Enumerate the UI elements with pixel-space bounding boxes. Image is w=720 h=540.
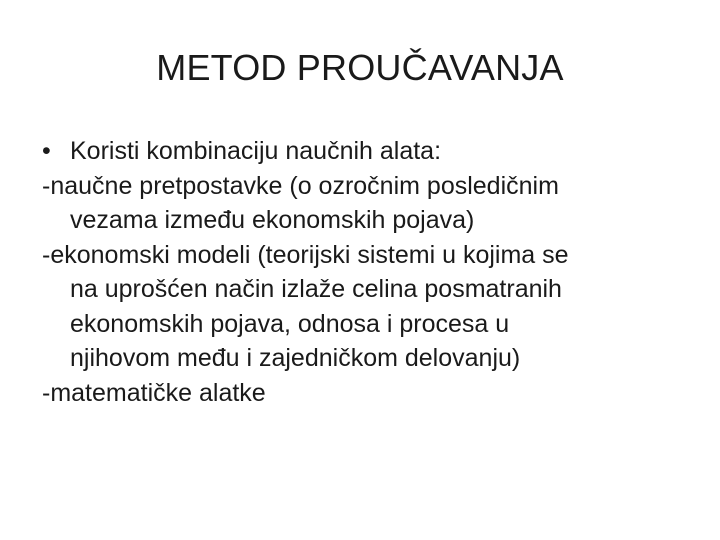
body-line: -naučne pretpostavke (o ozročnim posledičnim: [42, 171, 559, 200]
bullet-marker: •: [42, 137, 51, 165]
bullet-item: [42, 134, 692, 169]
body-line: ekonomskih pojava, odnosa i procesa u: [70, 309, 510, 338]
body-line: -ekonomski modeli (teorijski sistemi u kojima se: [42, 240, 569, 269]
slide-title: METOD PROUČAVANJA: [156, 47, 564, 88]
body-line: vezama između ekonomskih pojava): [70, 206, 475, 234]
body-line: na uprošćen način izlaže celina posmatranih: [70, 275, 562, 303]
slide-body: [42, 134, 692, 410]
bullet-text: Koristi kombinaciju naučnih alata:: [70, 137, 442, 165]
body-line: -matematičke alatke: [42, 378, 266, 407]
body-line: njihovom među i zajedničkom delovanju): [70, 344, 521, 372]
